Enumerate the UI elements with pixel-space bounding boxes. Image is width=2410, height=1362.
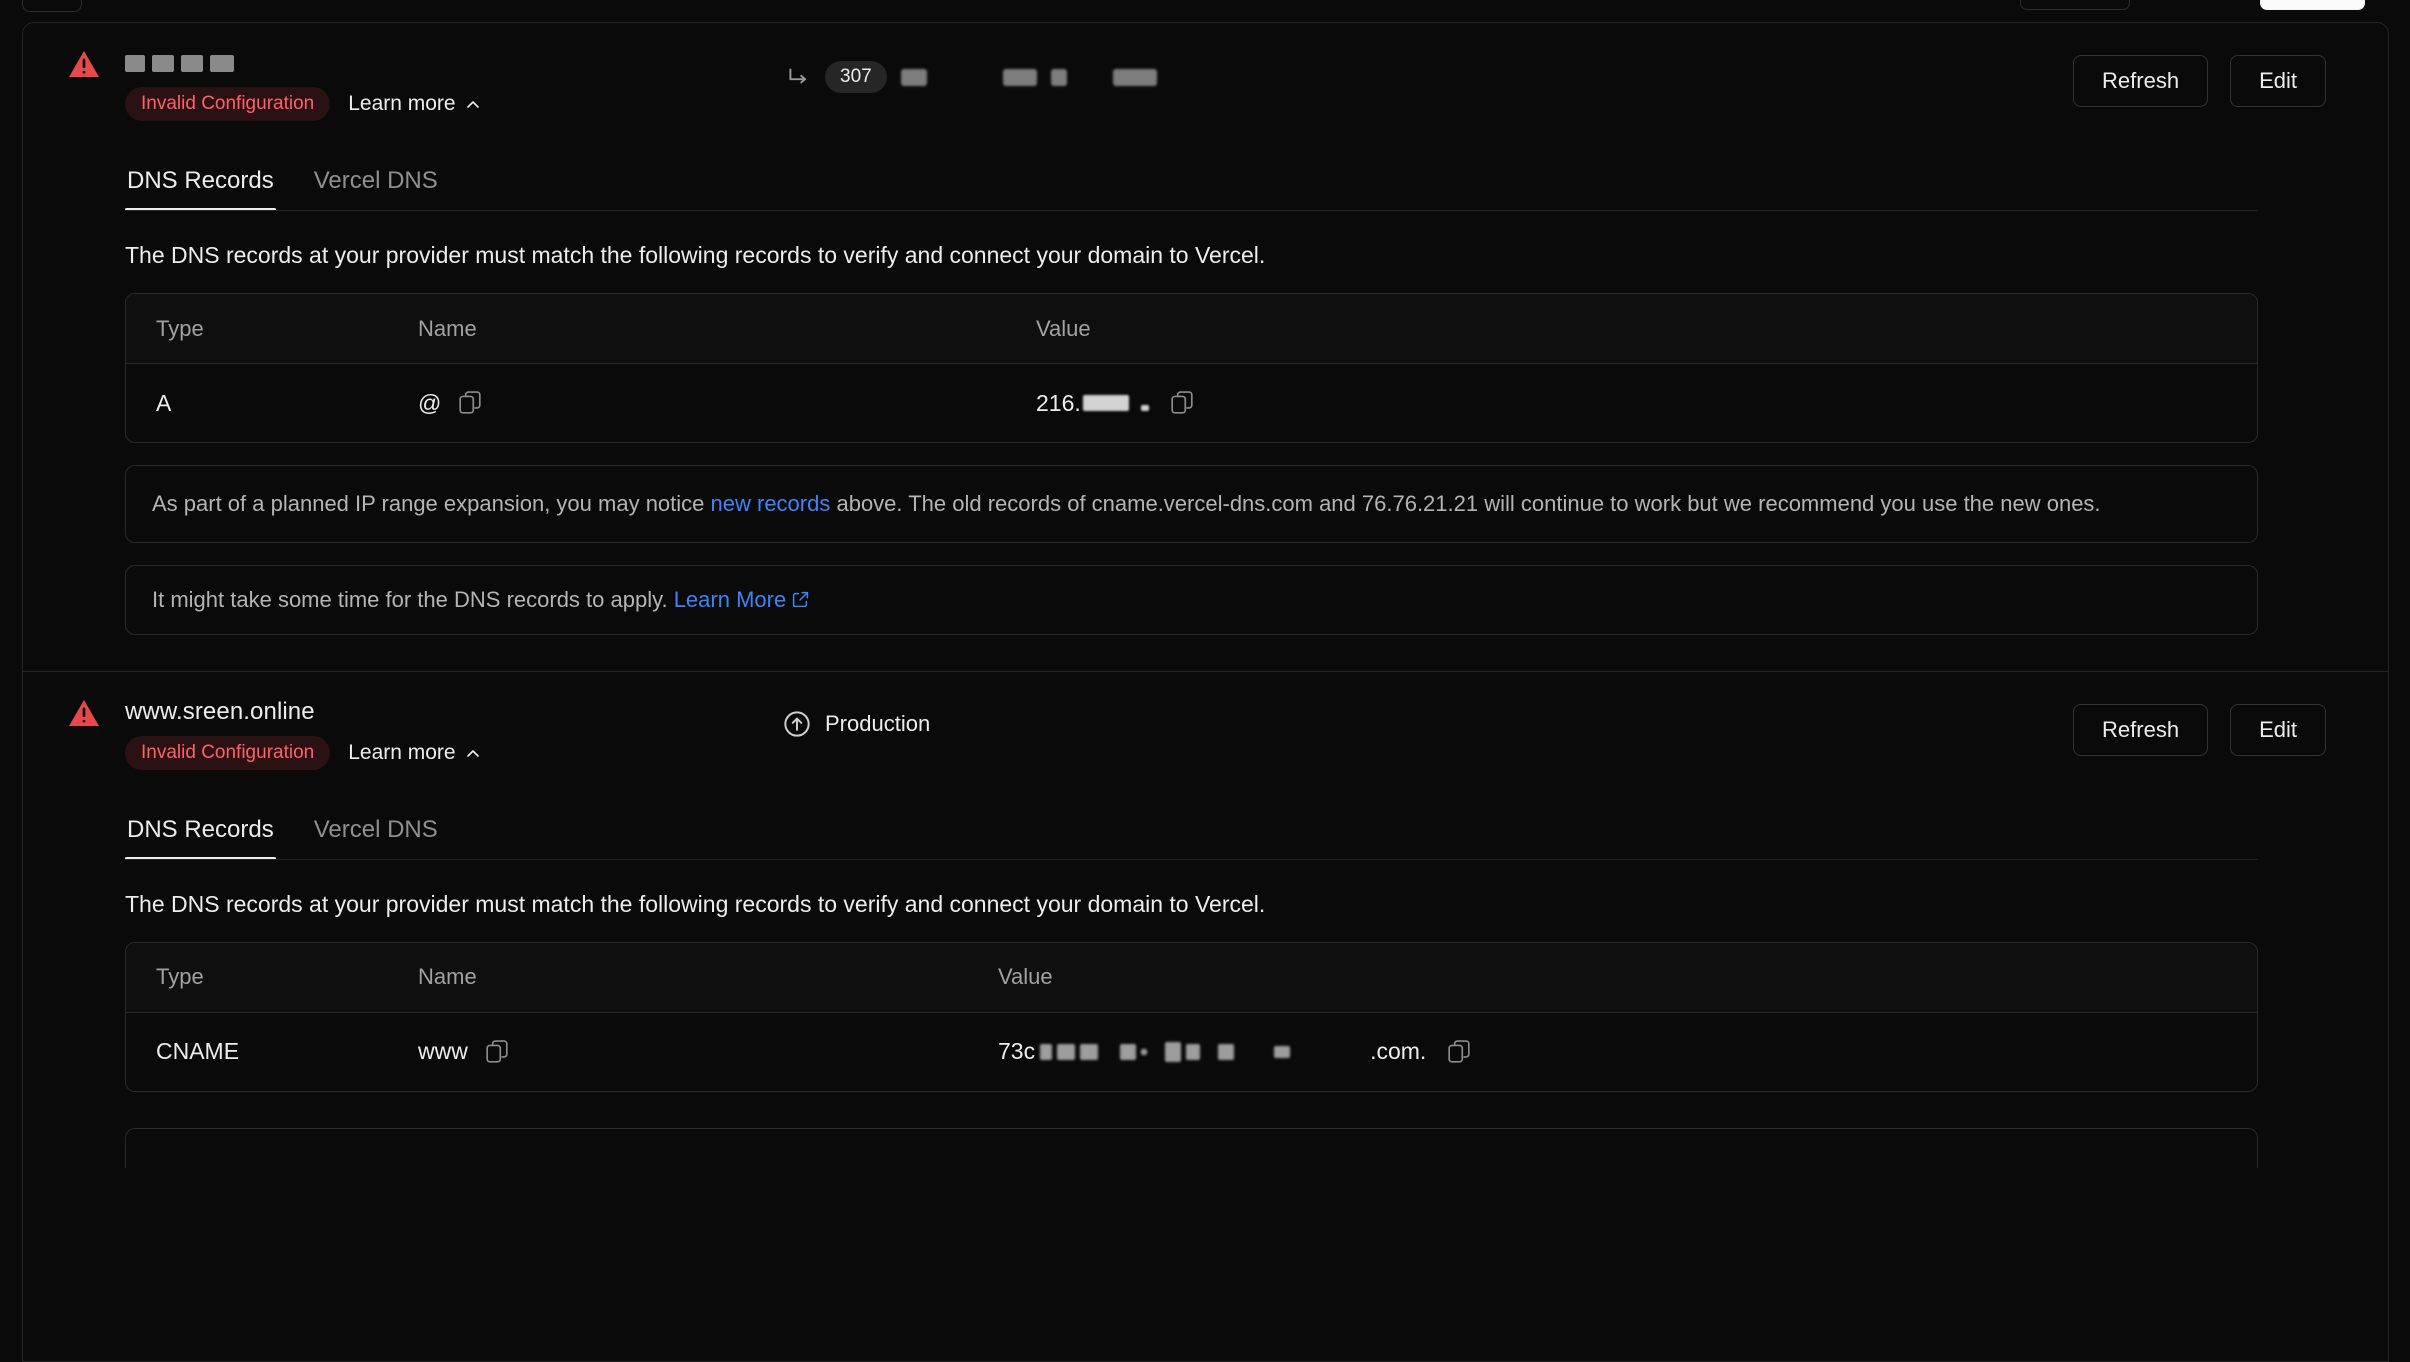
copy-icon[interactable] <box>1448 1040 1470 1064</box>
redirect-target-redacted-4 <box>1113 69 1157 86</box>
note-text-after: above. The old records of cname.vercel-dns.com and 76.76.21.21 will continue to work but we recommend you use the new ones. <box>830 491 2101 516</box>
domain-identity <box>125 49 765 121</box>
record-value-cell <box>1036 390 2257 417</box>
dns-tabs <box>23 816 2388 860</box>
record-value-redacted-2 <box>1141 405 1149 411</box>
dns-body <box>23 242 2388 671</box>
tabs-divider <box>125 210 2258 211</box>
record-value-redacted-1 <box>1083 395 1129 411</box>
production-arrow-icon <box>783 710 811 738</box>
domain-actions <box>2073 49 2326 107</box>
record-value-prefix: 73c <box>998 1038 1036 1065</box>
domain-redirect-info <box>765 49 2073 93</box>
record-value-redacted-2 <box>1057 1044 1075 1060</box>
environment-group <box>783 710 930 738</box>
domain-status-row <box>125 87 765 121</box>
learn-more-toggle[interactable] <box>348 92 480 116</box>
domain-name[interactable]: www.sreen.online <box>125 697 315 725</box>
environment-label: Production <box>825 710 931 736</box>
previous-card-button-outline[interactable] <box>2020 0 2130 10</box>
record-value-redacted-9 <box>1274 1046 1290 1058</box>
column-header-type: Type <box>156 964 204 990</box>
domain-block-1 <box>23 23 2388 671</box>
table-header-row <box>126 943 2257 1013</box>
chevron-up-icon <box>465 97 481 113</box>
next-note-partial <box>125 1128 2258 1168</box>
record-value-redacted-3 <box>1080 1044 1098 1060</box>
redirect-target-redacted-2 <box>1003 69 1037 86</box>
copy-icon[interactable] <box>486 1040 508 1064</box>
note-text-before: It might take some time for the DNS records to apply. <box>152 586 674 612</box>
record-value-redacted-1 <box>1040 1044 1052 1060</box>
table-header-row <box>126 294 2257 364</box>
previous-card-edge <box>22 0 82 12</box>
ip-expansion-note <box>125 465 2258 543</box>
domain-header <box>23 49 2388 145</box>
tab-vercel-dns[interactable]: Vercel DNS <box>313 167 438 194</box>
note-text-before: As part of a planned IP range expansion, you may notice <box>152 491 711 516</box>
domains-panel <box>22 22 2389 1362</box>
status-badge: Invalid Configuration <box>125 736 330 770</box>
record-value <box>1036 390 1149 417</box>
domain-status-row <box>125 736 765 770</box>
record-value-redacted-7 <box>1186 1044 1200 1060</box>
tabs-divider <box>125 859 2258 860</box>
copy-icon[interactable] <box>1171 391 1193 415</box>
edit-button[interactable]: Edit <box>2230 55 2326 107</box>
record-value-text: 216. <box>1036 389 1081 416</box>
previous-card-sliver <box>0 0 2410 22</box>
redirect-target-redacted-1 <box>901 69 927 86</box>
column-header-type: Type <box>156 315 204 341</box>
dns-records-table <box>125 293 2258 443</box>
refresh-button[interactable]: Refresh <box>2073 704 2208 756</box>
tab-vercel-dns[interactable]: Vercel DNS <box>313 815 438 843</box>
chevron-up-icon <box>465 746 481 762</box>
new-records-link[interactable]: new records <box>710 491 831 516</box>
dns-description: The DNS records at your provider must match the following records to verify and connect your domain to Vercel. <box>125 890 1266 917</box>
column-header-name: Name <box>418 964 477 990</box>
edit-button[interactable]: Edit <box>2230 704 2326 756</box>
record-type: A <box>156 389 172 416</box>
table-row <box>126 1013 2257 1091</box>
table-row <box>126 364 2257 442</box>
domain-block-2 <box>23 671 2388 1168</box>
dns-description: The DNS records at your provider must match the following records to verify and connect your domain to Vercel. <box>125 242 1266 268</box>
record-name: @ <box>418 389 442 416</box>
domain-name <box>125 49 765 77</box>
record-value-redacted-8 <box>1218 1044 1234 1060</box>
redirect-target-redacted-3 <box>1051 69 1067 86</box>
record-value-suffix: .com. <box>1370 1038 1427 1065</box>
domain-actions <box>2073 698 2326 756</box>
learn-more-toggle[interactable] <box>348 741 480 765</box>
column-header-value: Value <box>998 964 1053 990</box>
record-name: www <box>418 1038 468 1065</box>
record-value <box>998 1038 1426 1065</box>
record-value-redacted-6 <box>1165 1042 1181 1062</box>
learn-more-link[interactable]: Learn More <box>673 586 787 612</box>
record-name-cell <box>418 390 1036 417</box>
learn-more-label: Learn more <box>348 740 456 764</box>
dns-body <box>23 891 2388 1092</box>
copy-icon[interactable] <box>459 391 481 415</box>
status-badge: Invalid Configuration <box>125 87 330 121</box>
redirect-group <box>785 61 1157 93</box>
redirect-status-code: 307 <box>825 61 887 93</box>
dns-tabs <box>23 167 2388 211</box>
learn-more-label: Learn more <box>348 92 456 115</box>
record-value-redacted-5 <box>1141 1049 1147 1055</box>
record-name-cell <box>418 1038 998 1065</box>
domain-identity <box>125 698 765 770</box>
dns-propagation-note <box>125 565 2258 635</box>
domain-name-redacted <box>125 55 234 72</box>
column-header-value: Value <box>1036 315 1091 341</box>
redirect-arrow-icon <box>785 64 811 90</box>
refresh-button[interactable]: Refresh <box>2073 55 2208 107</box>
record-value-cell <box>998 1038 2257 1065</box>
record-value-redacted-4 <box>1120 1044 1136 1060</box>
record-type: CNAME <box>156 1038 240 1065</box>
tab-dns-records[interactable]: DNS Records <box>125 816 276 860</box>
tab-dns-records[interactable]: DNS Records <box>125 167 276 211</box>
domain-header <box>23 698 2388 794</box>
dns-records-table <box>125 942 2258 1092</box>
previous-card-button-primary[interactable] <box>2260 0 2365 10</box>
external-link-icon[interactable] <box>792 591 809 608</box>
domain-environment-info <box>765 698 2073 738</box>
column-header-name: Name <box>418 315 477 341</box>
